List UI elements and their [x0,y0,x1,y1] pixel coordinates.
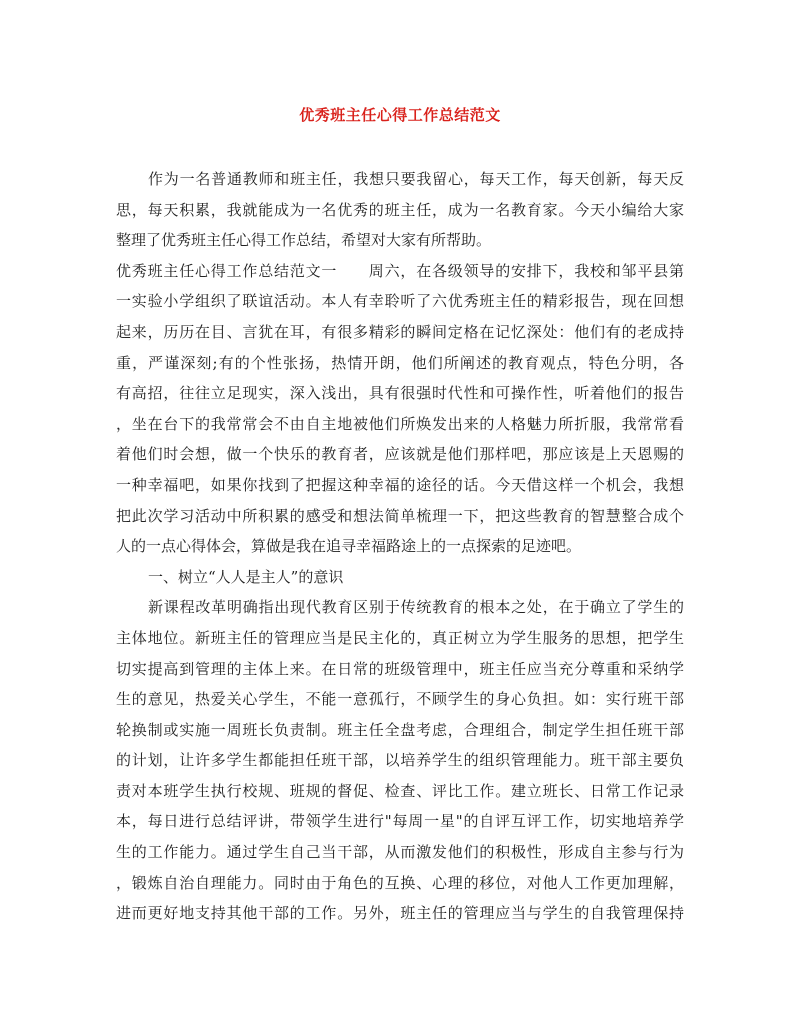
text-line: 重，严谨深刻;有的个性张扬，热情开朗，他们所阐述的教育观点，特色分明，各 [116,353,684,372]
text-line: 作为一名普通教师和班主任，我想只要我留心，每天工作，每天创新，每天反 [148,170,684,188]
text-line: ，锻炼自治自理能力。同时由于角色的互换、心理的移位，对他人工作更加理解， [116,873,684,892]
text-line: 思，每天积累，我就能成为一名优秀的班主任，成为一名教育家。今天小编给大家 [116,200,684,219]
section-heading: 一、树立“人人是主人”的意识 [148,567,344,586]
text-line: 轮换制或实施一周班长负责制。班主任全盘考虑，合理组合，制定学生担任班干部 [116,720,684,739]
text-line: 本，每日进行总结评讲，带领学生进行"每周一星"的自评互评工作，切实地培养学 [116,812,684,831]
text-line: 生的意见，热爱关心学生，不能一意孤行，不顾学生的身心负担。如：实行班干部 [116,690,684,709]
text-line: 生的工作能力。通过学生自己当干部，从而激发他们的积极性，形成自主参与行为 [116,843,684,862]
text-line: 优秀班主任心得工作总结范文一 周六，在各级领导的安排下，我校和邹平县第 [116,261,684,280]
text-line: 一种幸福吧，如果你找到了把握这种幸福的途径的话。今天借这样一个机会，我想 [116,475,684,494]
text-line: 整理了优秀班主任心得工作总结，希望对大家有所帮助。 [116,231,492,250]
text-line: 着他们时会想，做一个快乐的教育者，应该就是他们那样吧，那应该是上天恩赐的 [116,445,684,464]
text-line: ，坐在台下的我常常会不由自主地被他们所焕发出来的人格魅力所折服，我常常看 [116,414,684,433]
text-line: 的计划，让许多学生都能担任班干部，以培养学生的组织管理能力。班干部主要负 [116,751,684,770]
document-title: 优秀班主任心得工作总结范文 [299,106,501,124]
text-line: 责对本班学生执行校规、班规的督促、检查、评比工作。建立班长、日常工作记录 [116,781,684,800]
text-line: 新课程改革明确指出现代教育区别于传统教育的根本之处，在于确立了学生的 [148,598,684,617]
text-line: 把此次学习活动中所积累的感受和想法简单梳理一下，把这些教育的智慧整合成个 [116,506,684,525]
text-line: 一实验小学组织了联谊活动。本人有幸聆听了六优秀班主任的精彩报告，现在回想 [116,292,684,311]
text-line: 切实提高到管理的主体上来。在日常的班级管理中，班主任应当充分尊重和采纳学 [116,659,684,678]
text-line: 进而更好地支持其他干部的工作。另外，班主任的管理应当与学生的自我管理保持 [116,904,684,923]
text-line: 有高招，往往立足现实，深入浅出，具有很强时代性和可操作性，听着他们的报告 [116,384,684,403]
text-line: 人的一点心得体会，算做是我在追寻幸福路途上的一点探索的足迹吧。 [116,537,582,556]
document-body [116,164,684,929]
text-line: 主体地位。新班主任的管理应当是民主化的，真正树立为学生服务的思想，把学生 [116,628,684,647]
text-line: 起来，历历在目、言犹在耳，有很多精彩的瞬间定格在记忆深处：他们有的老成持 [116,322,684,341]
